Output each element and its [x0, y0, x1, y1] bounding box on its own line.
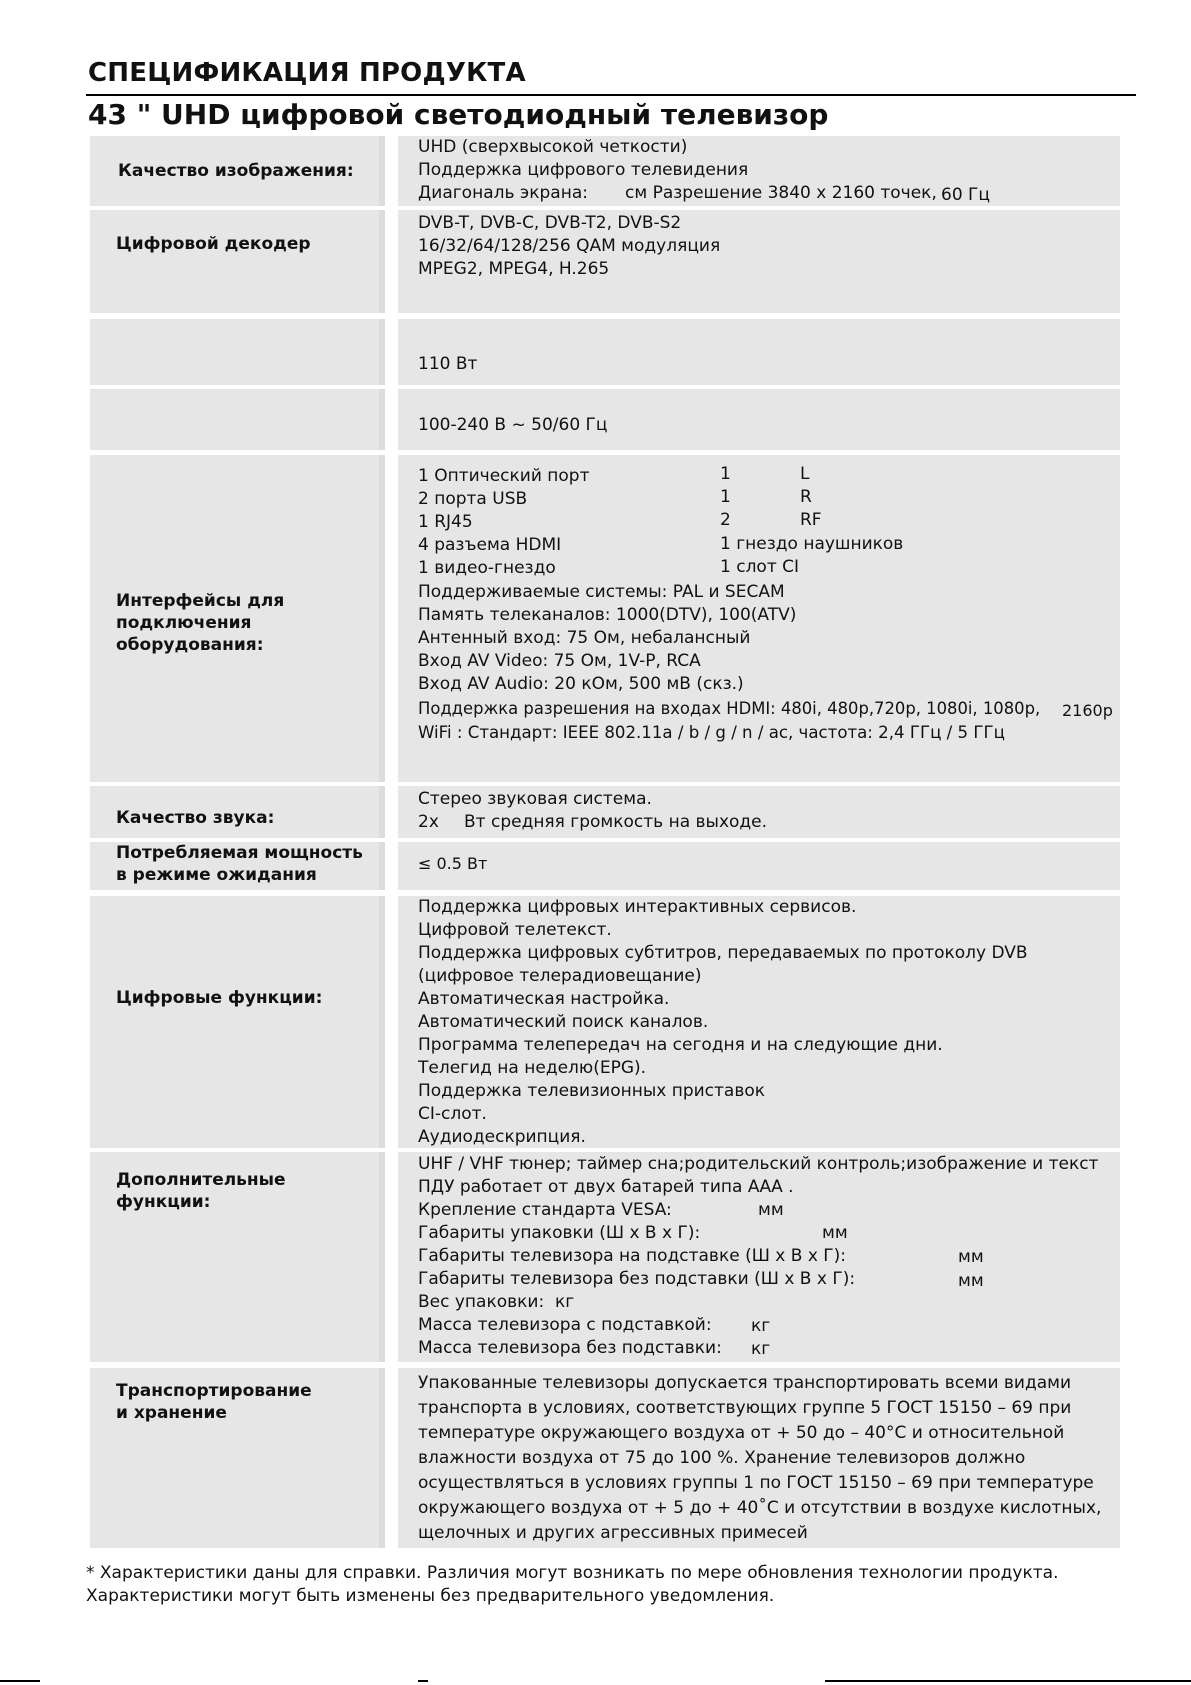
extra-function-unit: кг [751, 1339, 771, 1359]
sound-line: Стерео звуковая система. [418, 789, 652, 809]
transport-line: щелочных и других агрессивных примесей [418, 1523, 808, 1543]
interface-line: Вход AV Video: 75 Ом, 1V-P, RCA [418, 651, 701, 671]
extra-function-unit: мм [758, 1200, 784, 1220]
extra-function-unit: кг [555, 1292, 575, 1312]
spec-row-interfaces [90, 455, 1120, 782]
digital-functions-label: Цифровые функции: [116, 988, 323, 1008]
transport-line: Упакованные телевизоры допускается транспортировать всеми видами [418, 1373, 1072, 1393]
sound-line: 2х [418, 812, 439, 832]
extra-function-line: Крепление стандарта VESA: [418, 1200, 672, 1220]
standby-value: ≤ 0.5 Вт [418, 854, 488, 873]
interface-port-count: 1 [720, 487, 731, 507]
extra-function-line: Габариты упаковки (Ш х В х Г): [418, 1223, 701, 1243]
digital-function-item: Автоматический поиск каналов. [418, 1012, 709, 1032]
interfaces-label: Интерфейсы для подключения оборудования: [116, 591, 285, 655]
extra-function-unit: мм [822, 1223, 848, 1243]
transport-line: окружающего воздуха от + 5 до + 40˚С и отсутствии в воздухе кислотных, [418, 1498, 1102, 1518]
extra-function-line: ПДУ работает от двух батарей типа ААА . [418, 1177, 794, 1197]
decoder-line: MPEG2, MPEG4, H.265 [418, 259, 610, 279]
transport-line: транспорта в условиях, соответствующих группе 5 ГОСТ 15150 – 69 при [418, 1398, 1072, 1418]
spec-row-standby [90, 842, 1120, 890]
digital-function-item: Автоматическая настройка. [418, 989, 670, 1009]
interface-port-count: 1 слот CI [720, 557, 800, 577]
interface-hdmi-line-end: 2160p [1062, 701, 1113, 720]
voltage-value: 100-240 В ~ 50/60 Гц [418, 415, 608, 435]
decoder-label: Цифровой декодер [116, 234, 311, 254]
digital-function-item: Поддержка цифровых интерактивных сервисов. [418, 897, 857, 917]
interface-port-type: R [800, 487, 812, 507]
extra-function-line: Масса телевизора без подставки: [418, 1338, 722, 1358]
page-edge-mark [825, 1680, 1191, 1682]
transport-line: влажности воздуха от 75 до 100 %. Хранение телевизоров должно [418, 1448, 1026, 1468]
power-value: 110 Вт [418, 354, 478, 374]
extra-function-unit: мм [958, 1247, 984, 1267]
page-subtitle: 43 " UHD цифровой светодиодный телевизор [88, 98, 829, 131]
spec-row-transport-storage [90, 1368, 1120, 1548]
spec-row-power [90, 319, 1120, 385]
digital-function-item: Поддержка цифровых субтитров, передаваемых по протоколу DVB [418, 943, 1028, 963]
spec-row-digital-functions [90, 896, 1120, 1148]
interface-line: Память телеканалов: 1000(DTV), 100(ATV) [418, 605, 797, 625]
interface-line: Антенный вход: 75 Ом, небалансный [418, 628, 751, 648]
image-quality-line: Поддержка цифрового телевидения [418, 160, 749, 180]
interface-port-count: 1 гнездо наушников [720, 534, 904, 554]
transport-label: Транспортирование и хранение [116, 1381, 312, 1423]
interface-line: Вход AV Audio: 20 кОм, 500 мВ (скз.) [418, 674, 744, 694]
interface-port-count: 2 [720, 510, 731, 530]
digital-function-item: Программа телепередач на сегодня и на следующие дни. [418, 1035, 943, 1055]
digital-function-item: Телегид на неделю(EPG). [418, 1058, 647, 1078]
sound-line: Вт средняя громкость на выходе. [464, 812, 768, 832]
extra-function-line: Масса телевизора с подставкой: [418, 1315, 712, 1335]
image-quality-line: UHD (сверхвысокой четкости) [418, 137, 688, 157]
decoder-line: 16/32/64/128/256 QAM модуляция [418, 236, 721, 256]
page-title: СПЕЦИФИКАЦИЯ ПРОДУКТА [88, 58, 526, 88]
footnote-line: * Характеристики даны для справки. Различия могут возникать по мере обновления технологии продукта. [86, 1563, 1059, 1583]
extra-function-unit: кг [751, 1316, 771, 1336]
sound-label: Качество звука: [116, 808, 275, 828]
interface-port: 1 видео-гнездо [418, 558, 556, 578]
interface-port-type: RF [800, 510, 822, 530]
extra-function-unit: мм [958, 1271, 984, 1291]
interface-port: 4 разъема HDMI [418, 535, 562, 555]
interface-port-count: 1 [720, 464, 731, 484]
spec-row-image-quality [90, 136, 1120, 206]
standby-label: Потребляемая мощность в режиме ожидания [116, 843, 363, 885]
extra-function-line: Вес упаковки: [418, 1292, 545, 1312]
interface-port: 1 RJ45 [418, 512, 473, 532]
digital-function-item: Цифровой телетекст. [418, 920, 612, 940]
digital-function-item: (цифровое телерадиовещание) [418, 966, 702, 986]
footnote-line: Характеристики могут быть изменены без предварительного уведомления. [86, 1586, 775, 1606]
decoder-line: DVB-T, DVB-C, DVB-T2, DVB-S2 [418, 213, 682, 233]
extra-function-line: UHF / VHF тюнер; таймер сна;родительский контроль;изображение и текст [418, 1154, 1099, 1174]
image-quality-label: Качество изображения: [118, 161, 354, 181]
image-quality-line: 60 Гц [941, 185, 990, 205]
transport-line: температуре окружающего воздуха от + 50 до – 40°С и относительной [418, 1423, 1065, 1443]
interface-port: 2 порта USB [418, 489, 528, 509]
extra-functions-label: Дополнительные функции: [116, 1170, 286, 1212]
spec-row-voltage [90, 389, 1120, 450]
title-divider [86, 94, 1136, 96]
spec-row-sound [90, 786, 1120, 838]
image-quality-line: см Разрешение 3840 х 2160 точек, [625, 183, 937, 203]
extra-function-line: Габариты телевизора без подставки (Ш х В х Г): [418, 1269, 856, 1289]
interface-line: Поддерживаемые системы: PAL и SECAM [418, 582, 785, 602]
image-quality-line: Диагональ экрана: [418, 183, 588, 203]
page-edge-mark [0, 1680, 40, 1682]
interface-wifi-line: WiFi : Стандарт: IEEE 802.11a / b / g / n / ac, частота: 2,4 ГГц / 5 ГГц [418, 723, 1005, 742]
spec-row-decoder [90, 210, 1120, 313]
interface-hdmi-line: Поддержка разрешения на входах HDMI: 480i, 480p,720p, 1080i, 1080p, [418, 699, 1041, 718]
extra-function-line: Габариты телевизора на подставке (Ш х В х Г): [418, 1246, 847, 1266]
digital-function-item: CI-слот. [418, 1104, 487, 1124]
spec-row-extra-functions [90, 1152, 1120, 1362]
interface-port-type: L [800, 464, 810, 484]
transport-line: осуществляться в условиях группы 1 по ГОСТ 15150 – 69 при температуре [418, 1473, 1094, 1493]
digital-function-item: Поддержка телевизионных приставок [418, 1081, 766, 1101]
page-edge-mark [418, 1680, 428, 1682]
interface-port: 1 Оптический порт [418, 466, 590, 486]
digital-function-item: Аудиодескрипция. [418, 1127, 586, 1147]
